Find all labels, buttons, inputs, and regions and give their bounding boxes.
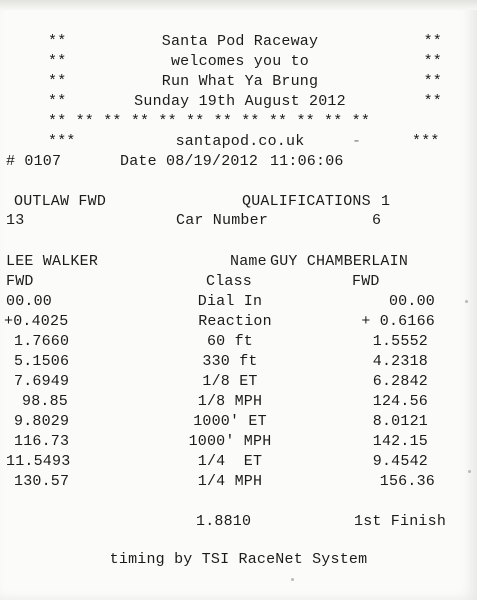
paper-speck xyxy=(468,470,471,473)
timing-label: 330 ft xyxy=(202,353,258,370)
left-car-number: 13 xyxy=(6,212,25,229)
right-value: 6.2842 xyxy=(372,373,428,390)
car-number-label: Car Number xyxy=(176,212,269,229)
right-value: 4.2318 xyxy=(372,353,428,370)
left-value: 130.57 xyxy=(14,473,70,490)
venue-name: Santa Pod Raceway xyxy=(161,33,319,50)
qualifications-label: QUALIFICATIONS xyxy=(242,193,371,210)
date-value: 08/19/2012 xyxy=(166,153,259,170)
header-stars-right: ** xyxy=(423,93,442,110)
right-value: 9.4542 xyxy=(372,453,428,470)
torn-edge xyxy=(0,0,477,10)
stars-row: ** ** ** ** ** ** ** ** ** ** ** ** xyxy=(48,113,371,130)
header-stars-left: ** xyxy=(48,33,67,50)
header-stars-left: ** xyxy=(48,53,67,70)
timing-label: 1/4 MPH xyxy=(197,473,263,490)
event-name: Run What Ya Brung xyxy=(161,73,319,90)
dash-mark: - xyxy=(352,133,362,150)
right-racer-name: GUY CHAMBERLAIN xyxy=(270,253,409,270)
timing-label: 1/8 MPH xyxy=(197,393,263,410)
left-racer-name: LEE WALKER xyxy=(6,253,99,270)
footer-credit: timing by TSI RaceNet System xyxy=(109,551,368,568)
timing-label: 1/4 ET xyxy=(197,453,263,470)
timing-label: 60 ft xyxy=(206,333,253,350)
right-value: 124.56 xyxy=(372,393,428,410)
left-value: 9.8029 xyxy=(14,413,70,430)
left-value: 11.5493 xyxy=(6,453,71,470)
header-stars-right: ** xyxy=(423,53,442,70)
left-value: 116.73 xyxy=(14,433,70,450)
left-value: 5.1506 xyxy=(14,353,70,370)
header-stars-right: ** xyxy=(423,33,442,50)
right-value: 142.15 xyxy=(372,433,428,450)
paper-speck xyxy=(465,300,468,303)
header-stars-right: ** xyxy=(423,73,442,90)
website: santapod.co.uk xyxy=(175,133,305,150)
timing-label: Dial In xyxy=(197,293,263,310)
class-label: Class xyxy=(206,273,253,290)
right-value: 1.5552 xyxy=(372,333,428,350)
win-margin: 1.8810 xyxy=(196,513,252,530)
timing-label: 1000' ET xyxy=(193,413,267,430)
qualifications-number: 1 xyxy=(381,193,391,210)
welcome-text: welcomes you to xyxy=(170,53,310,70)
right-car-number: 6 xyxy=(372,212,382,229)
timing-label: 1/8 ET xyxy=(202,373,258,390)
left-value: 98.85 xyxy=(22,393,69,410)
left-value: 7.6949 xyxy=(14,373,70,390)
right-value: + 0.6166 xyxy=(361,313,435,330)
race-class: OUTLAW FWD xyxy=(14,193,107,210)
left-value: 00.00 xyxy=(6,293,53,310)
left-value: 1.7660 xyxy=(14,333,70,350)
event-date: Sunday 19th August 2012 xyxy=(134,93,346,110)
header-stars-left: ** xyxy=(48,93,67,110)
timing-label: Reaction xyxy=(198,313,272,330)
header-stars-right: *** xyxy=(412,133,440,150)
right-value: 8.0121 xyxy=(372,413,428,430)
time-value: 11:06:06 xyxy=(270,153,344,170)
right-racer-class: FWD xyxy=(352,273,380,290)
date-label: Date xyxy=(120,153,157,170)
paper-speck xyxy=(291,578,294,581)
right-value: 00.00 xyxy=(388,293,435,310)
header-stars-left: ** xyxy=(48,73,67,90)
ticket-number: # 0107 xyxy=(6,153,62,170)
left-value: +0.4025 xyxy=(4,313,69,330)
timing-label: 1000' MPH xyxy=(188,433,272,450)
right-value: 156.36 xyxy=(379,473,435,490)
header-stars-left: *** xyxy=(48,133,76,150)
name-label: Name xyxy=(230,253,267,270)
left-racer-class: FWD xyxy=(6,273,34,290)
finish-position: 1st Finish xyxy=(354,513,447,530)
